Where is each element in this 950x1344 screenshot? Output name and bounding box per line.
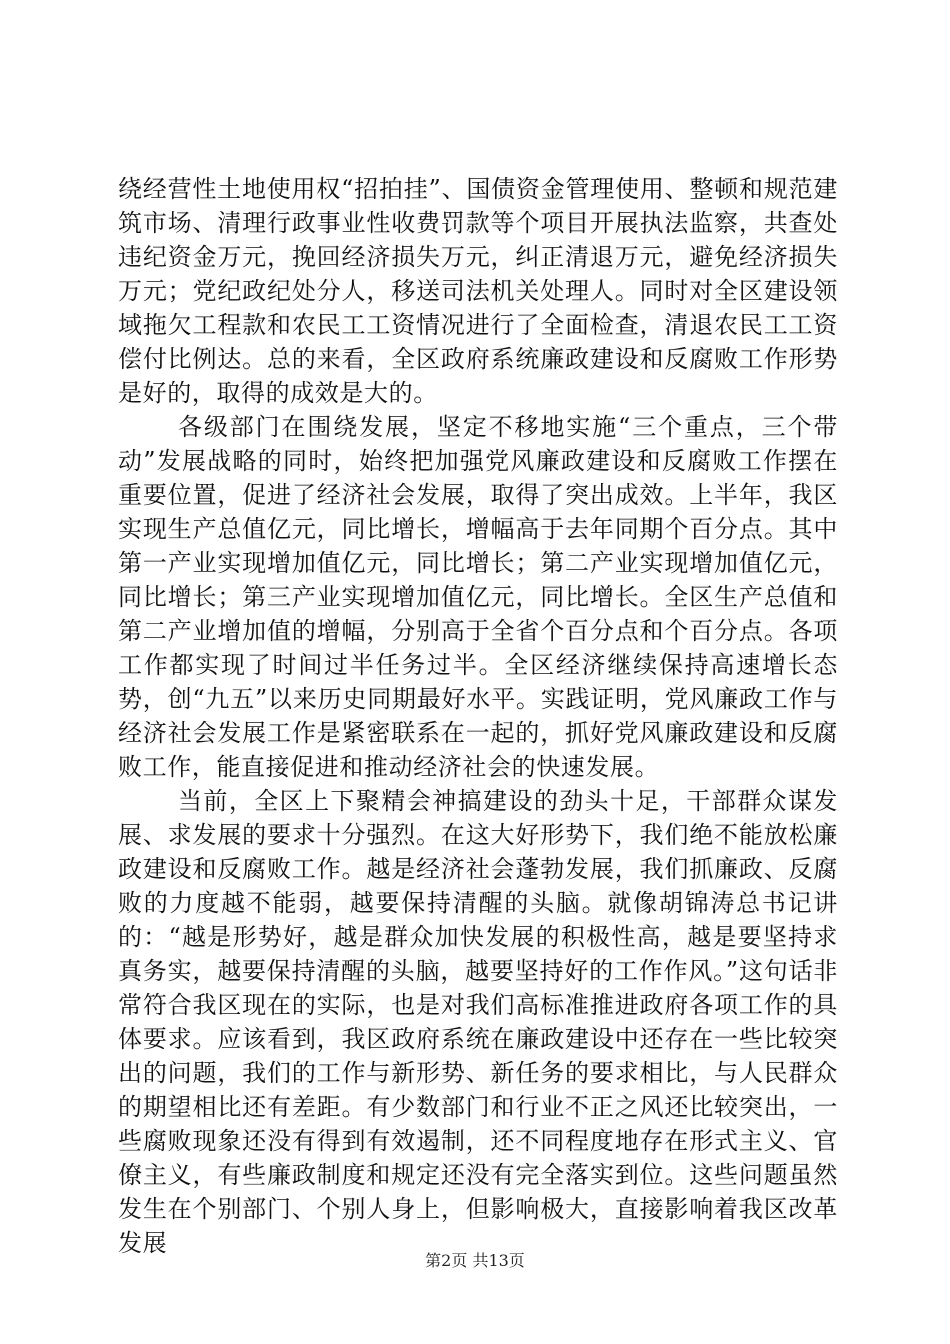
- page-number-footer: 第2页 共13页: [425, 1251, 525, 1270]
- document-body: [118, 172, 838, 1260]
- paragraph-current-situation: 当前，全区上下聚精会神搞建设的劲头十足，干部群众谋发展、求发展的要求十分强烈。在这大好形势下，我们绝不能放松廉政建设和反腐败工作。越是经济社会蓬勃发展，我们抓廉政、反腐败的力度越不能弱，越要保持清醒的头脑。就像胡锦涛总书记讲的：“越是形势好，越是群众加快发展的积极性高，越是要坚持求真务实，越要保持清醒的头脑，越要坚持好的工作作风。”这句话非常符合我区现在的实际，也是对我们高标准推进政府各项工作的具体要求。应该看到，我区政府系统在廉政建设中还存在一些比较突出的问题，我们的工作与新形势、新任务的要求相比，与人民群众的期望相比还有差距。有少数部门和行业不正之风还比较突出，一些腐败现象还没有得到有效遏制，还不同程度地存在形式主义、官僚主义，有些廉政制度和规定还没有完全落实到位。这些问题虽然发生在个别部门、个别人身上，但影响极大，直接影响着我区改革发展: [118, 787, 838, 1257]
- paragraph-development: 各级部门在围绕发展，坚定不移地实施“三个重点，三个带动”发展战略的同时，始终把加强党风廉政建设和反腐败工作摆在重要位置，促进了经济社会发展，取得了突出成效。上半年，我区实现生产总值亿元，同比增长，增幅高于去年同期个百分点。其中第一产业实现增加值亿元，同比增长；第二产业实现增加值亿元，同比增长；第三产业实现增加值亿元，同比增长。全区生产总值和第二产业增加值的增幅，分别高于全省个百分点和个百分点。各项工作都实现了时间过半任务过半。全区经济继续保持高速增长态势，创“九五”以来历史同期最好水平。实践证明，党风廉政工作与经济社会发展工作是紧密联系在一起的，抓好党风廉政建设和反腐败工作，能直接促进和推动经济社会的快速发展。: [118, 413, 838, 781]
- paragraph-continued: 绕经营性土地使用权“招拍挂”、国债资金管理使用、整顿和规范建筑市场、清理行政事业性收费罚款等个项目开展执法监察，共查处违纪资金万元，挽回经济损失万元，纠正清退万元，避免经济损失万元；党纪政纪处分人，移送司法机关处理人。同时对全区建设领域拖欠工程款和农民工工资情况进行了全面检查，清退农民工工资偿付比例达。总的来看，全区政府系统廉政建设和反腐败工作形势是好的，取得的成效是大的。: [118, 175, 838, 407]
